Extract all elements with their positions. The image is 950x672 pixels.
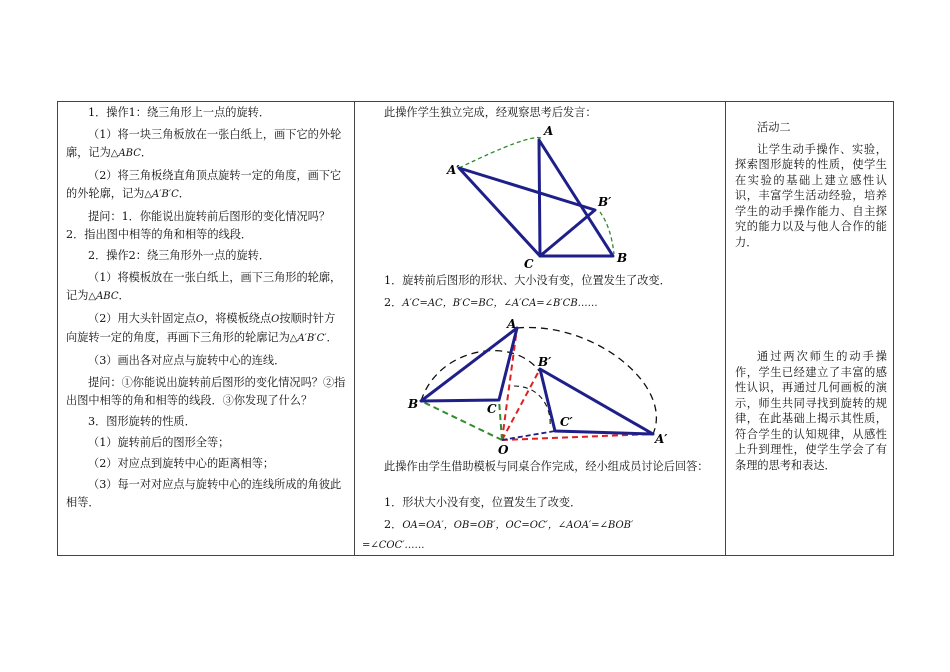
property-2: （2）对应点到旋转中心的距离相等； [88,457,275,470]
properties-title: 3．图形旋转的性质． [88,415,196,428]
label-B: B [617,251,628,265]
answer-2-1: 1．形状大小没有变，位置发生了改变． [384,496,582,509]
activity-title: 活动二 [757,121,791,134]
label-C: C [524,257,534,271]
triangle-AprimeBprimeCprime [540,369,653,434]
op2-step3: （3）画出各对应点与旋转中心的连线． [88,354,286,367]
op1-step1: （1）将一块三角板放在一张白纸上，画下它的外轮廓，记为△ABC． [66,128,342,159]
label-Aprime: A′ [655,432,668,446]
property-3: （3）每一对对应点与旋转中心的连线所成的角彼此相等． [66,478,342,509]
segment-OAprime [502,434,653,440]
answer-2-3: =∠COC′…… [362,540,425,551]
label-B: B [408,397,419,411]
intent-paragraph-2: 通过两次师生的动手操作，学生已经建立了丰富的感性认识，再通过几何画板的演示，师生共同寻找到旋转的规律，在此基础上揭示其性质，符合学生的认知规律，从感性上升到理性，使学生学会了有条理的思考和表达． [735,350,887,472]
triangle-AprimeBprimeC [459,168,595,256]
arc-A-to-Aprime [517,327,656,434]
label-C: C [487,402,497,416]
answer-1-2: 2．A′C=AC，B′C=BC，∠A′CA=∠B′CB…… [384,296,598,309]
property-1: （1）旋转前后的图形全等； [88,436,230,449]
op2-question: 提问：①你能说出旋转前后图形的变化情况吗？②指出图中相等的角和相等的线段．③你发现了什么？ [66,376,346,407]
intent-paragraph-1: 让学生动手操作、实验，探索图形旋转的性质，使学生在实验的基础上建立感性认识，丰富学生活动经验，培养学生的动手操作能力、自主探究的能力以及与他人合作的能力． [735,142,887,249]
operations-column [58,102,354,555]
lesson-table [57,101,894,556]
rotation-figure-1 [354,124,709,274]
op2-step1: （1）将模板放在一张白纸上，画下三角形的轮廓，记为△ABC． [66,271,342,302]
triangle-ABC [421,328,517,401]
label-A: A [544,124,554,138]
op2-title: 2．操作2：绕三角形外一点的旋转． [88,249,271,262]
label-Cprime: C′ [560,415,573,429]
design-intent-column [725,102,895,555]
answer-2-2: 2．OA=OA′，OB=OB′，OC=OC′，∠AOA′=∠BOB′ [384,518,634,531]
label-Aprime: A′ [447,163,460,177]
student-activity-column [354,102,725,555]
arc-B-to-Bprime [421,351,539,401]
segment-OC [499,400,502,440]
op1-step2: （2）将三角板绕直角顶点旋转一定的角度，画下它的外轮廓，记为△A′B′C． [66,169,342,200]
arc-A-to-Aprime [459,138,541,168]
label-A: A [507,317,517,331]
op2-step2: （2）用大头针固定点O，将模板绕点O按顺时针方向旋转一定的角度，再画下三角形的轮廓记为△A′B′C′． [66,312,338,344]
label-Bprime: B′ [538,355,552,369]
intro-operation-2: 此操作由学生借助模板与同桌合作完成，经小组成员讨论后回答： [384,460,709,473]
rotation-figure-2 [354,316,709,457]
op1-title: 1．操作1：绕三角形上一点的旋转． [88,106,271,119]
label-Bprime: B′ [598,195,612,209]
intro-operation-1: 此操作学生独立完成，经观察思考后发言： [384,106,597,119]
answer-1-1: 1．旋转前后图形的形状、大小没有变，位置发生了改变． [384,274,671,287]
op1-question: 提问：1．你能说出旋转前后图形的变化情况吗？2．指出图中相等的角和相等的线段． [66,210,331,241]
label-O: O [498,443,509,457]
